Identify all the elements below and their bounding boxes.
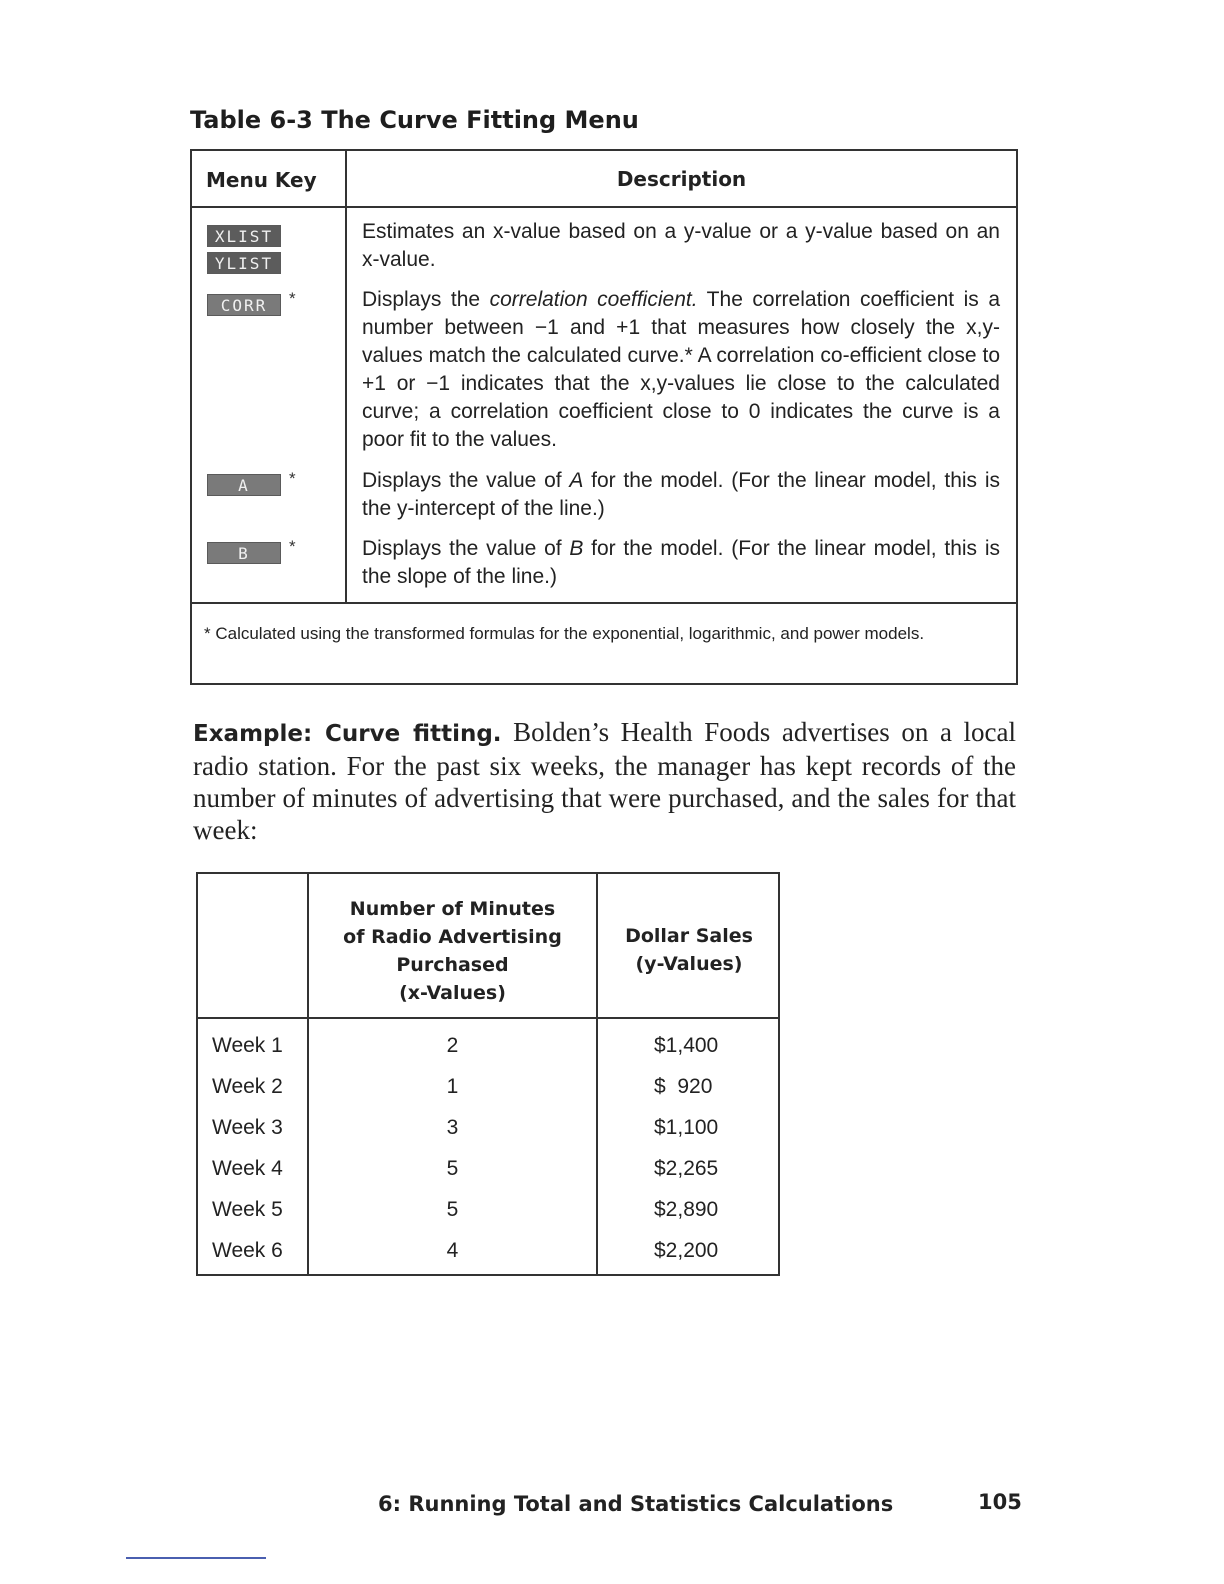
table-footnote: * Calculated using the transformed formulas for the exponential, logarithmic, and power models. — [204, 624, 925, 643]
footnote-star: * — [289, 469, 296, 488]
chapter-footer: 6: Running Total and Statistics Calculations — [378, 1492, 894, 1516]
table-row — [198, 1060, 778, 1101]
sales-cell: $2,200 — [654, 1239, 719, 1262]
footnote-star: * — [289, 537, 296, 556]
sales-cell: $ 920 — [654, 1075, 713, 1098]
corr-menu-key: CORR — [207, 294, 281, 316]
b-menu-key: B — [207, 542, 281, 564]
minutes-cell: 5 — [446, 1198, 459, 1221]
footnote-star: * — [289, 289, 296, 308]
sales-cell: $2,890 — [654, 1198, 719, 1221]
column-divider — [345, 151, 347, 602]
sales-cell: $2,265 — [654, 1157, 719, 1180]
week-cell: Week 5 — [212, 1198, 283, 1221]
sales-cell: $1,100 — [654, 1116, 719, 1139]
week-cell: Week 3 — [212, 1116, 283, 1139]
advertising-sales-table — [196, 872, 780, 1276]
minutes-cell: 5 — [446, 1157, 459, 1180]
a-menu-key: A — [207, 474, 281, 496]
minutes-cell: 1 — [446, 1075, 459, 1098]
table-row — [198, 1101, 778, 1142]
table-row — [198, 1224, 778, 1265]
header-menu-key: Menu Key — [206, 168, 317, 192]
minutes-cell: 4 — [446, 1239, 459, 1262]
corr-description: Displays the correlation coefficient. The correlation coefficient is a number between −1 and +1 that measures how closely the x,y-values match the calculated curve.* A correlation co-efficient close to +1 or −1 indicates that the x,y-values lie close to the calculated curve; a correlation coefficient close to 0 indicates the curve is a poor fit to the values. — [362, 288, 1000, 451]
example-heading: Example: Curve fitting. — [193, 721, 502, 747]
table-body — [198, 1019, 778, 1265]
page-number: 105 — [978, 1490, 1022, 1514]
table-title: Table 6-3 The Curve Fitting Menu — [190, 106, 639, 134]
bottom-rule — [126, 1557, 266, 1559]
a-description: Displays the value of A for the model. (For the linear model, this is the y-intercept of the line.) — [362, 469, 1000, 520]
table-row — [198, 1019, 778, 1060]
footnote-row — [192, 602, 1016, 643]
example-paragraph — [193, 716, 1016, 846]
header-minutes: Number of Minutes of Radio Advertising Purchased (x-Values) — [343, 898, 562, 1004]
minutes-cell: 2 — [446, 1034, 459, 1057]
table-row — [198, 1183, 778, 1224]
table-row — [198, 1142, 778, 1183]
b-description: Displays the value of B for the model. (For the linear model, this is the slope of the line.) — [362, 537, 1000, 588]
minutes-cell: 3 — [446, 1116, 459, 1139]
curve-fitting-menu-table — [190, 149, 1018, 685]
xlist-menu-key: XLIST — [207, 225, 281, 247]
ylist-menu-key: YLIST — [207, 252, 281, 274]
week-cell: Week 1 — [212, 1034, 283, 1057]
header-dollar-sales: Dollar Sales (y-Values) — [625, 925, 753, 975]
week-cell: Week 2 — [212, 1075, 283, 1098]
menu-table-header — [192, 151, 1016, 208]
example-text: Bolden’s Health Foods advertises on a local radio station. For the past six weeks, the manager has kept records of the number of minutes of advertising that were purchased, and the sales for that week: — [193, 717, 1016, 845]
header-description: Description — [616, 167, 747, 191]
week-cell: Week 4 — [212, 1157, 283, 1180]
week-cell: Week 6 — [212, 1239, 283, 1262]
sales-cell: $1,400 — [654, 1034, 719, 1057]
xlist-ylist-description: Estimates an x-value based on a y-value or a y-value based on an x-value. — [362, 220, 1000, 271]
